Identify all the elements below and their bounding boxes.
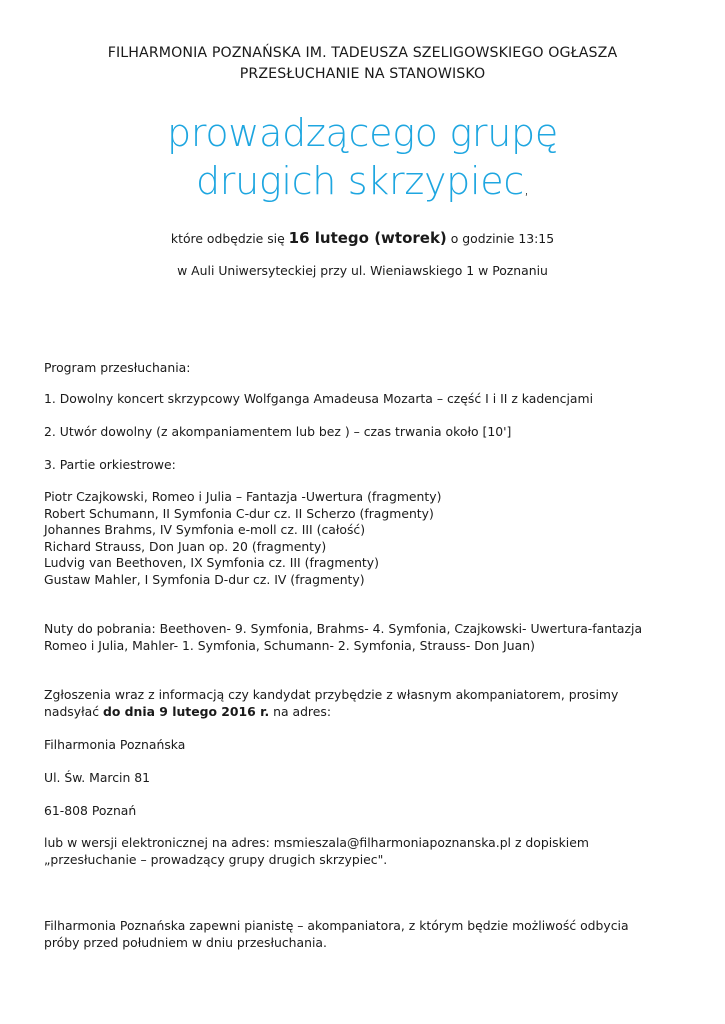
orchestral-part: Johannes Brahms, IV Symfonia e-moll cz. III (całość) bbox=[44, 522, 366, 537]
application-deadline: do dnia 9 lutego 2016 r. bbox=[102, 704, 270, 719]
program-item-3: 3. Partie orkiestrowe: bbox=[44, 457, 176, 472]
title-comma: , bbox=[523, 179, 530, 199]
footer-line-2: próby przed południem w dniu przesłuchania. bbox=[44, 935, 327, 950]
sheet-music-line-2: Romeo i Julia, Mahler- 1. Symfonia, Schumann- 2. Symfonia, Strauss- Don Juan) bbox=[44, 638, 535, 653]
orchestral-part: Richard Strauss, Don Juan op. 20 (fragmenty) bbox=[44, 538, 327, 554]
event-date: 16 lutego (wtorek) bbox=[288, 229, 447, 247]
application-line-2 bbox=[44, 704, 684, 721]
event-place: w Auli Uniwersyteckiej przy ul. Wieniawskiego 1 w Poznaniu bbox=[177, 263, 548, 278]
program-item-2: 2. Utwór dowolny (z akompaniamentem lub bez ) – czas trwania około [10'] bbox=[44, 424, 512, 439]
sheet-music-line-1: Nuty do pobrania: Beethoven- 9. Symfonia, Brahms- 4. Symfonia, Czajkowski- Uwertura-fantazja bbox=[44, 621, 643, 636]
header-line-2: PRZESŁUCHANIE NA STANOWISKO bbox=[239, 66, 486, 82]
application-line-1: Zgłoszenia wraz z informacją czy kandydat przybędzie z własnym akompaniatorem, prosimy bbox=[44, 687, 619, 702]
position-title-line-2 bbox=[0, 158, 725, 212]
orchestral-part: Piotr Czajkowski, Romeo i Julia – Fantazja -Uwertura (fragmenty) bbox=[44, 489, 442, 504]
orchestral-part: Ludvig van Beethoven, IX Symfonia cz. III (fragmenty) bbox=[44, 555, 379, 570]
address-line-2: Ul. Św. Marcin 81 bbox=[44, 770, 151, 785]
email-line-2: „przesłuchanie – prowadzący grupy drugich skrzypiec". bbox=[44, 852, 388, 867]
position-title-line-2-text: drugich skrzypiec bbox=[195, 159, 524, 203]
orchestral-part: Robert Schumann, II Symfonia C-dur cz. II Scherzo (fragmenty) bbox=[44, 505, 434, 521]
program-heading: Program przesłuchania: bbox=[44, 360, 191, 375]
position-title-line-1: prowadzącego grupę bbox=[167, 111, 558, 155]
event-date-line bbox=[0, 229, 725, 247]
address-line-1: Filharmonia Poznańska bbox=[44, 737, 186, 752]
application-line-2-before: nadsyłać bbox=[44, 704, 103, 719]
header-line-1: FILHARMONIA POZNAŃSKA IM. TADEUSZA SZELIGOWSKIEGO OGŁASZA bbox=[107, 45, 618, 61]
program-item-1: 1. Dowolny koncert skrzypcowy Wolfganga Amadeusa Mozarta – część I i II z kadencjami bbox=[44, 391, 594, 406]
address-line-3: 61-808 Poznań bbox=[44, 803, 137, 818]
footer-line-1: Filharmonia Poznańska zapewni pianistę – akompaniatora, z którym będzie możliwość odbycia bbox=[44, 918, 629, 933]
application-line-2-after: na adres: bbox=[269, 704, 332, 719]
event-after: o godzinie 13:15 bbox=[446, 231, 555, 246]
orchestral-part: Gustaw Mahler, I Symfonia D-dur cz. IV (fragmenty) bbox=[44, 571, 365, 587]
email-line-1: lub w wersji elektronicznej na adres: msmieszala@filharmoniapoznanska.pl z dopiskiem bbox=[44, 835, 589, 850]
event-before: które odbędzie się bbox=[170, 231, 289, 246]
